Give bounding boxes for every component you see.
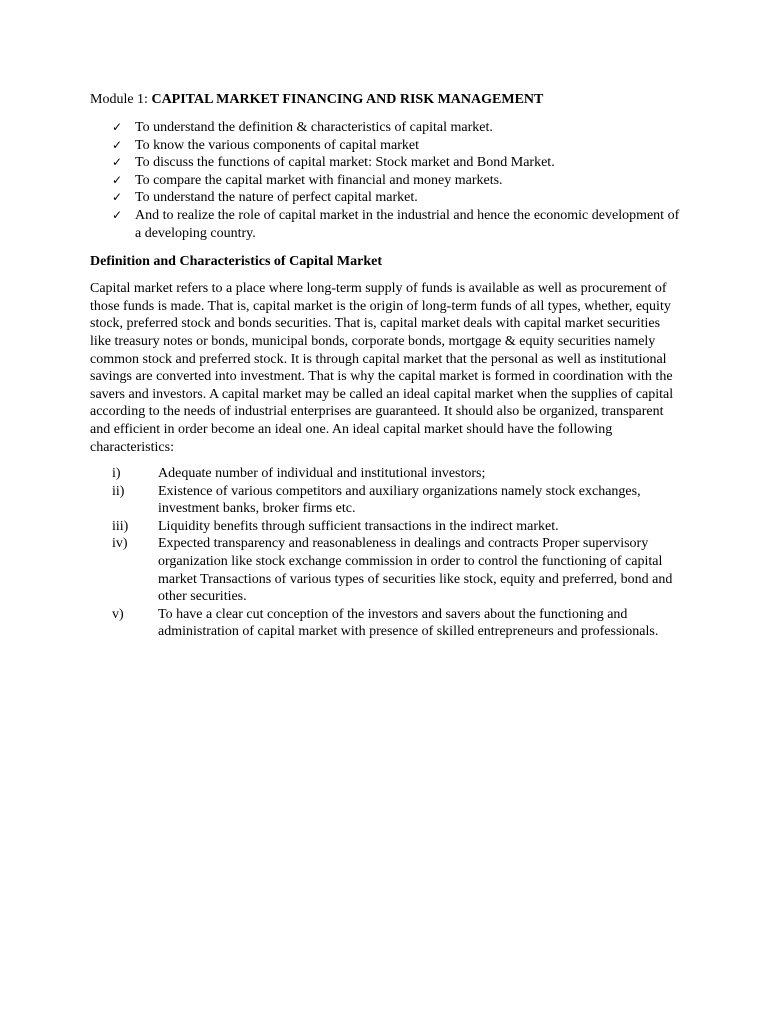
item-number: v): [112, 606, 124, 622]
objectives-list: [90, 119, 682, 242]
definition-paragraph: Capital market refers to a place where long-term supply of funds is available as well as procurement of those funds is made. That is, capital market is the origin of long-term funds of all types, whether, equity stock, preferred stock and bonds securities. That is, capital market deals with capital market securities like treasury notes or bonds, municipal bonds, corporate bonds, mortgage & equity securities namely common stock and preferred stock. It is through capital market that the personal as well as institutional savings are converted into investment. That is why the capital market is formed in coordination with the savers and investors. A capital market may be called an ideal capital market when the supplies of capital according to the needs of industrial enterprises are guaranteed. It should also be organized, transparent and efficient in order become an ideal one. An ideal capital market should have the following characteristics:: [90, 281, 674, 455]
characteristics-list: [90, 465, 682, 641]
characteristic-text: Existence of various competitors and auxiliary organizations namely stock exchanges, investment banks, broker firms etc.: [158, 483, 641, 517]
check-icon: ✓: [112, 120, 123, 134]
item-number: i): [112, 466, 121, 482]
module-prefix: Module 1:: [90, 92, 152, 107]
check-icon: ✓: [112, 190, 123, 205]
objective-item: [90, 154, 682, 172]
check-icon: ✓: [112, 155, 123, 170]
characteristic-text: Adequate number of individual and institutional investors;: [158, 466, 486, 482]
document-page: [90, 90, 682, 641]
objective-text: To understand the definition & characteristics of capital market.: [135, 120, 493, 135]
objective-text: To know the various components of capital market: [135, 137, 419, 153]
item-number: ii): [112, 483, 125, 499]
check-icon: ✓: [112, 207, 123, 222]
objective-text: To understand the nature of perfect capital market.: [135, 190, 418, 206]
characteristic-text: To have a clear cut conception of the investors and savers about the functioning and administration of capital market with presence of skilled entrepreneurs and professionals.: [158, 606, 659, 640]
characteristic-text: Liquidity benefits through sufficient transactions in the indirect market.: [158, 518, 559, 534]
check-icon: ✓: [112, 137, 123, 152]
item-number: iv): [112, 536, 128, 552]
objective-item: [90, 172, 682, 190]
characteristic-item: [90, 518, 682, 536]
item-number: iii): [112, 518, 129, 534]
section-heading: Definition and Characteristics of Capital Market: [90, 254, 383, 270]
characteristic-item: [90, 465, 682, 483]
characteristic-item: [90, 606, 682, 641]
objective-text: To discuss the functions of capital market: Stock market and Bond Market.: [135, 155, 555, 171]
objective-text: And to realize the role of capital market in the industrial and hence the economic development of a developing country.: [135, 207, 680, 241]
objective-text: To compare the capital market with financial and money markets.: [135, 172, 503, 188]
objective-item: [90, 119, 682, 137]
characteristic-item: [90, 483, 682, 518]
module-heading: [90, 90, 682, 110]
objective-item: [90, 207, 682, 242]
characteristic-item: [90, 535, 682, 605]
check-icon: ✓: [112, 172, 123, 187]
module-title: CAPITAL MARKET FINANCING AND RISK MANAGEMENT: [151, 92, 544, 107]
objective-item: [90, 137, 682, 155]
objective-item: [90, 189, 682, 207]
characteristic-text: Expected transparency and reasonableness in dealings and contracts Proper supervisory organization like stock exchange commission in order to control the functioning of capital market Transactions of various types of securities like stock, equity and preferred, bond and other securities.: [158, 536, 673, 605]
